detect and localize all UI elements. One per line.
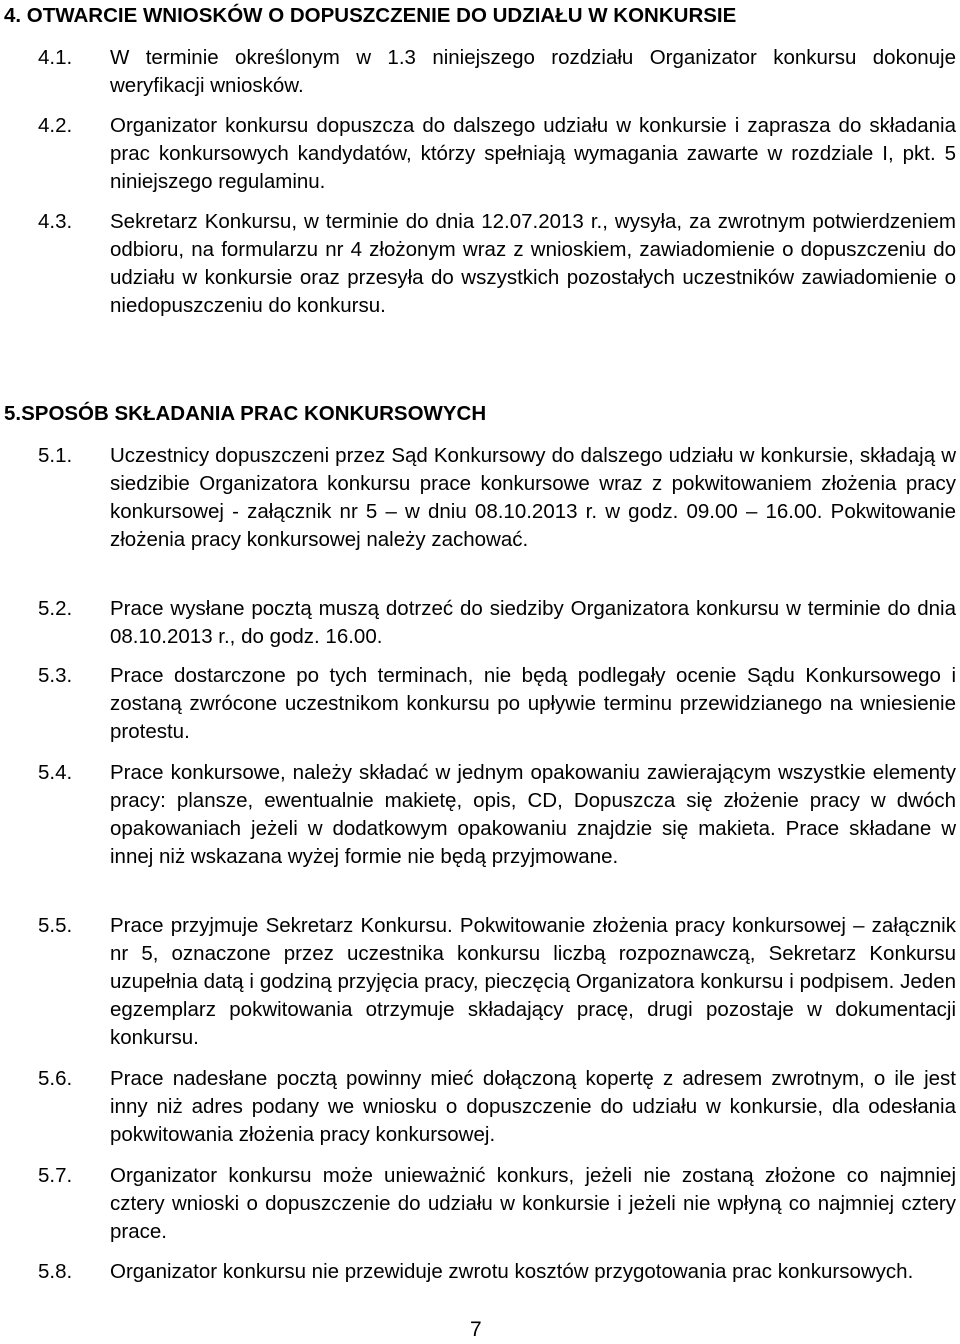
paragraph-5-4: [38, 759, 956, 871]
paragraph-text: Uczestnicy dopuszczeni przez Sąd Konkursowy do dalszego udziału w konkursie, składają w siedzibie Organizatora konkursu prace konkursowe wraz z pokwitowaniem złożenia pracy konkursowej - załącznik nr 5 – w dniu 08.10.2013 r. w godz. 09.00 – 16.00. Pokwitowanie złożenia pracy konkursowej należy zachować.: [110, 444, 956, 551]
paragraph-text: Prace dostarczone po tych terminach, nie będą podlegały ocenie Sądu Konkursowego i zostaną zwrócone uczestnikom konkursu po upływie terminu przewidzianego na wniesienie protestu.: [110, 664, 956, 743]
paragraph-number: 4.1.: [38, 46, 73, 69]
paragraph-5-3: [38, 662, 956, 746]
paragraph-number: 5.4.: [38, 761, 73, 784]
paragraph-4-1: [38, 44, 956, 100]
page-number: 7: [470, 1318, 482, 1341]
paragraph-number: 5.6.: [38, 1067, 73, 1090]
paragraph-number: 5.1.: [38, 444, 73, 467]
paragraph-text: Prace nadesłane pocztą powinny mieć dołączoną kopertę z adresem zwrotnym, o ile jest inny niż adres podany we wniosku o dopuszczenie do udziału w konkursie, dla odesłania pokwitowania złożenia pracy konkursowej.: [110, 1067, 956, 1146]
paragraph-number: 5.3.: [38, 664, 73, 687]
paragraph-text: Organizator konkursu może unieważnić konkurs, jeżeli nie zostaną złożone co najmniej cztery wnioski o dopuszczenie do udziału w konkursie i jeżeli nie wpłyną co najmniej cztery prace.: [110, 1164, 956, 1243]
paragraph-5-2: [38, 595, 956, 651]
paragraph-5-7: [38, 1162, 956, 1246]
paragraph-text: Prace konkursowe, należy składać w jednym opakowaniu zawierającym wszystkie elementy pracy: plansze, ewentualnie makietę, opis, CD, Dopuszcza się złożenie pracy w dwóch opakowaniach jeżeli w dodatkowym opakowaniu znajdzie się makieta. Prace składane w innej niż wskazana wyżej formie nie będą przyjmowane.: [110, 761, 956, 868]
paragraph-number: 4.3.: [38, 210, 73, 233]
paragraph-number: 5.5.: [38, 914, 73, 937]
paragraph-text: Sekretarz Konkursu, w terminie do dnia 12.07.2013 r., wysyła, za zwrotnym potwierdzeniem odbioru, na formularzu nr 4 złożonym wraz z wnioskiem, zawiadomienie o dopuszczeniu do udziału w konkursie oraz przesyła do wszystkich pozostałych uczestników zawiadomienie o niedopuszczeniu do konkursu.: [110, 210, 956, 317]
paragraph-4-3: [38, 208, 956, 320]
paragraph-text: Organizator konkursu nie przewiduje zwrotu kosztów przygotowania prac konkursowych.: [110, 1260, 914, 1283]
paragraph-text: Prace wysłane pocztą muszą dotrzeć do siedziby Organizatora konkursu w terminie do dnia 08.10.2013 r., do godz. 16.00.: [110, 597, 956, 648]
section-5-heading: 5.SPOSÓB SKŁADANIA PRAC KONKURSOWYCH: [4, 402, 487, 425]
paragraph-5-1: [38, 442, 956, 554]
paragraph-text: Organizator konkursu dopuszcza do dalszego udziału w konkursie i zaprasza do składania prac konkursowych kandydatów, którzy spełniają wymagania zawarte w rozdziale I, pkt. 5 niniejszego regulaminu.: [110, 114, 956, 193]
paragraph-text: Prace przyjmuje Sekretarz Konkursu. Pokwitowanie złożenia pracy konkursowej – załącznik nr 5, oznaczone przez uczestnika konkursu liczbą rozpoznawczą, Sekretarz Konkursu uzupełnia datą i godziną przyjęcia pracy, pieczęcią Organizatora konkursu i podpisem. Jeden egzemplarz pokwitowania otrzymuje składający pracę, drugi pozostaje w dokumentacji konkursu.: [110, 914, 956, 1049]
paragraph-number: 5.2.: [38, 597, 73, 620]
paragraph-5-6: [38, 1065, 956, 1149]
paragraph-number: 4.2.: [38, 114, 73, 137]
paragraph-4-2: [38, 112, 956, 196]
paragraph-number: 5.7.: [38, 1164, 73, 1187]
paragraph-number: 5.8.: [38, 1260, 73, 1283]
section-4-heading: 4. OTWARCIE WNIOSKÓW O DOPUSZCZENIE DO UDZIAŁU W KONKURSIE: [4, 4, 737, 27]
paragraph-5-5: [38, 912, 956, 1052]
paragraph-text: W terminie określonym w 1.3 niniejszego rozdziału Organizator konkursu dokonuje weryfikacji wniosków.: [110, 46, 956, 97]
paragraph-5-8: [38, 1258, 956, 1286]
